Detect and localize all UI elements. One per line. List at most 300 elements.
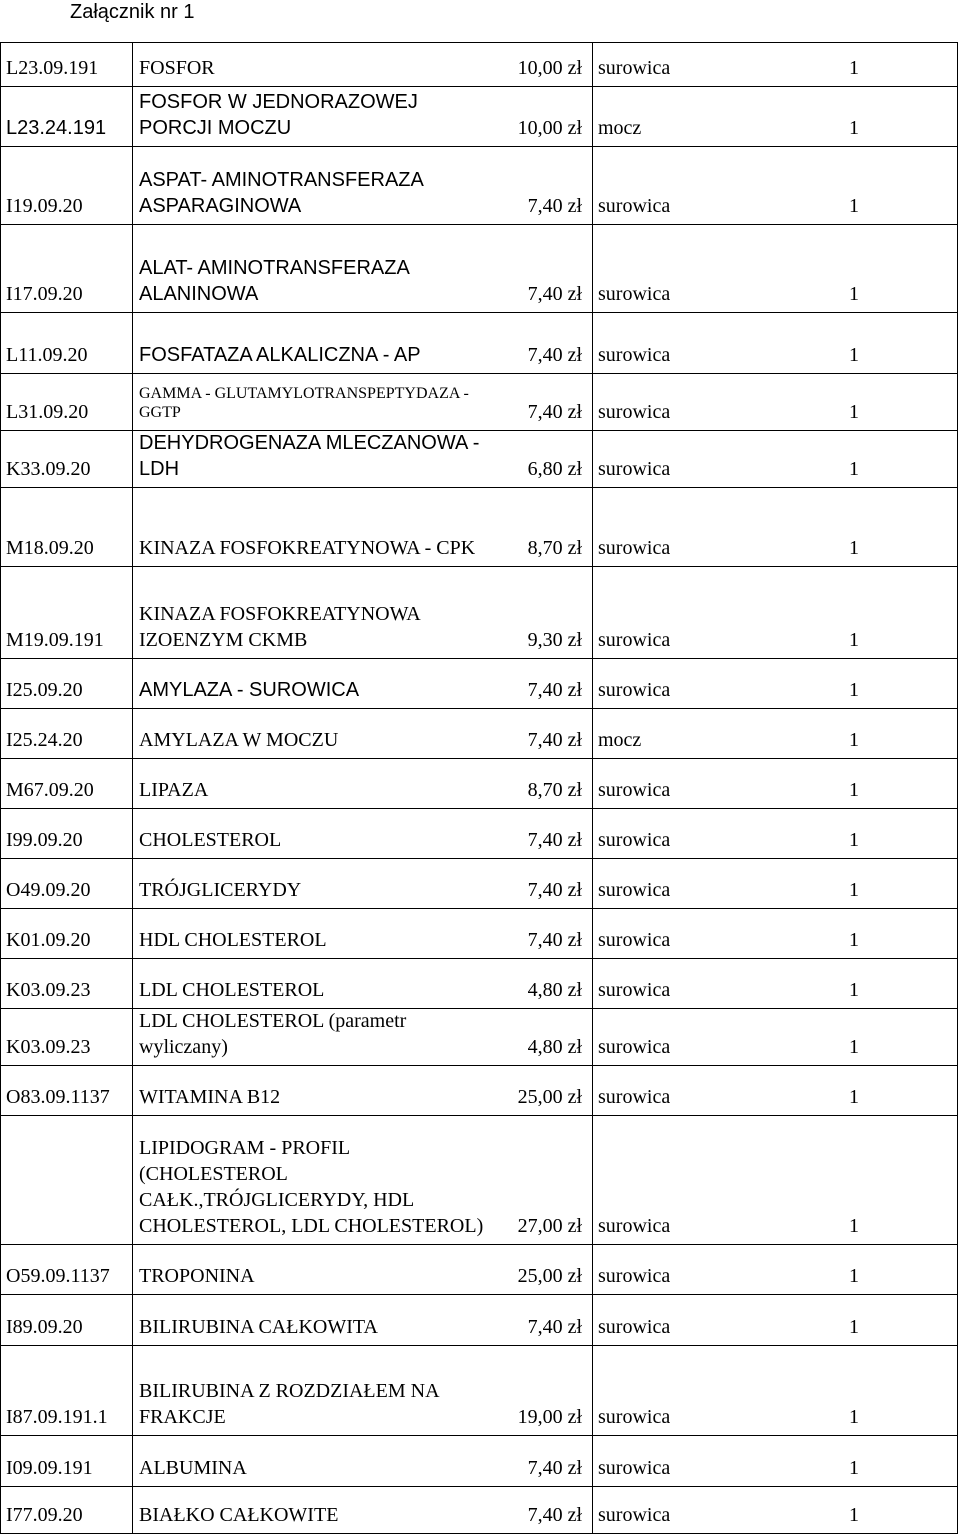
test-name-line: LIPAZA (139, 779, 209, 801)
test-name-line: FOSFOR (139, 57, 215, 79)
test-name-line: KINAZA FOSFOKREATYNOWA (139, 603, 421, 625)
test-name-line: (CHOLESTEROL (139, 1163, 288, 1185)
test-price-cell (498, 147, 593, 224)
sample-material: surowica (598, 1504, 671, 1526)
test-name-line: BILIRUBINA CAŁKOWITA (139, 1316, 378, 1338)
test-code-cell (1, 759, 133, 808)
empty-cell (863, 859, 957, 908)
test-name-line: TROPONINA (139, 1265, 255, 1287)
empty-cell (863, 1066, 957, 1115)
sample-material: surowica (598, 537, 671, 559)
test-price-cell (498, 87, 593, 146)
test-price: 6,80 zł (527, 458, 582, 480)
test-price: 25,00 zł (517, 1265, 582, 1287)
test-code-cell (1, 859, 133, 908)
test-name-cell (133, 759, 498, 808)
sample-material-cell (593, 1066, 761, 1115)
price-table (0, 42, 958, 1534)
test-name-cell (133, 1346, 498, 1435)
test-name-line: AMYLAZA W MOCZU (139, 729, 339, 751)
test-name-line: GAMMA - GLUTAMYLOTRANSPEPTYDAZA - (139, 385, 469, 402)
sample-material: surowica (598, 679, 671, 701)
test-price: 7,40 zł (527, 1316, 582, 1338)
quantity-cell (761, 43, 863, 86)
empty-cell (863, 43, 957, 86)
test-price-cell (498, 431, 593, 487)
sample-material: surowica (598, 401, 671, 423)
quantity: 1 (849, 57, 859, 79)
quantity-cell (761, 1066, 863, 1115)
test-price: 4,80 zł (527, 979, 582, 1001)
quantity-cell (761, 909, 863, 958)
empty-cell (863, 1009, 957, 1065)
quantity-cell (761, 374, 863, 430)
quantity: 1 (849, 729, 859, 751)
test-code: I89.09.20 (6, 1316, 83, 1338)
empty-cell (863, 1487, 957, 1533)
test-price: 7,40 zł (527, 283, 582, 305)
quantity-cell (761, 1245, 863, 1294)
quantity: 1 (849, 283, 859, 305)
test-price-cell (498, 859, 593, 908)
test-price-cell (498, 1487, 593, 1533)
quantity-cell (761, 488, 863, 566)
test-name-cell (133, 1009, 498, 1065)
test-code-cell (1, 1487, 133, 1533)
sample-material: surowica (598, 1265, 671, 1287)
empty-cell (863, 488, 957, 566)
test-code: I99.09.20 (6, 829, 83, 851)
test-name-line: FOSFATAZA ALKALICZNA - AP (139, 344, 421, 366)
test-price: 7,40 zł (527, 729, 582, 751)
sample-material-cell (593, 1245, 761, 1294)
empty-cell (863, 87, 957, 146)
quantity: 1 (849, 1504, 859, 1526)
test-code-cell (1, 709, 133, 758)
test-name-line: BIAŁKO CAŁKOWITE (139, 1504, 339, 1526)
quantity-cell (761, 959, 863, 1008)
test-name-line: ALBUMINA (139, 1457, 247, 1479)
sample-material-cell (593, 431, 761, 487)
test-name-line: LDL CHOLESTEROL (parametr (139, 1010, 407, 1032)
sample-material-cell (593, 809, 761, 858)
table-row (1, 374, 957, 431)
sample-material-cell (593, 859, 761, 908)
sample-material: surowica (598, 1215, 671, 1237)
test-price: 8,70 zł (527, 537, 582, 559)
table-row (1, 659, 957, 709)
test-code: O59.09.1137 (6, 1265, 110, 1287)
test-price-cell (498, 1009, 593, 1065)
table-row (1, 1116, 957, 1245)
sample-material: surowica (598, 1406, 671, 1428)
test-price-cell (498, 909, 593, 958)
test-price-cell (498, 313, 593, 373)
sample-material-cell (593, 1487, 761, 1533)
test-name-cell (133, 87, 498, 146)
sample-material: surowica (598, 629, 671, 651)
quantity: 1 (849, 1457, 859, 1479)
sample-material: surowica (598, 779, 671, 801)
test-price-cell (498, 225, 593, 312)
quantity: 1 (849, 979, 859, 1001)
test-name-line: ALANINOWA (139, 283, 259, 305)
empty-cell (863, 759, 957, 808)
test-name-line: GGTP (139, 404, 181, 421)
test-code: I87.09.191.1 (6, 1406, 108, 1428)
quantity-cell (761, 859, 863, 908)
quantity: 1 (849, 1036, 859, 1058)
quantity: 1 (849, 1086, 859, 1108)
table-row (1, 431, 957, 488)
test-code-cell (1, 1295, 133, 1345)
test-name-cell (133, 1245, 498, 1294)
sample-material: surowica (598, 344, 671, 366)
table-row (1, 225, 957, 313)
empty-cell (863, 147, 957, 224)
test-name-cell (133, 659, 498, 708)
quantity-cell (761, 659, 863, 708)
quantity: 1 (849, 195, 859, 217)
test-price: 7,40 zł (527, 401, 582, 423)
test-code: O49.09.20 (6, 879, 91, 901)
empty-cell (863, 1295, 957, 1345)
sample-material: mocz (598, 117, 642, 139)
test-price-cell (498, 1295, 593, 1345)
test-name-cell (133, 1436, 498, 1486)
sample-material-cell (593, 909, 761, 958)
test-code: I19.09.20 (6, 195, 83, 217)
test-name-line: ALAT- AMINOTRANSFERAZA (139, 257, 410, 279)
test-code: I09.09.191 (6, 1457, 93, 1479)
test-price: 8,70 zł (527, 779, 582, 801)
test-name-line: HDL CHOLESTEROL (139, 929, 327, 951)
test-code: M18.09.20 (6, 537, 94, 559)
quantity-cell (761, 87, 863, 146)
test-code-cell (1, 1116, 133, 1244)
test-price-cell (498, 43, 593, 86)
empty-cell (863, 709, 957, 758)
test-code-cell (1, 959, 133, 1008)
quantity-cell (761, 225, 863, 312)
test-price-cell (498, 1436, 593, 1486)
test-price: 7,40 zł (527, 344, 582, 366)
empty-cell (863, 909, 957, 958)
sample-material-cell (593, 567, 761, 658)
table-row (1, 313, 957, 374)
test-name-line: AMYLAZA - SUROWICA (139, 679, 360, 701)
test-code: M67.09.20 (6, 779, 94, 801)
quantity: 1 (849, 117, 859, 139)
test-price-cell (498, 1116, 593, 1244)
empty-cell (863, 959, 957, 1008)
quantity-cell (761, 431, 863, 487)
test-code: L11.09.20 (6, 344, 88, 366)
quantity: 1 (849, 829, 859, 851)
quantity: 1 (849, 1265, 859, 1287)
test-name-line: wyliczany) (139, 1036, 228, 1058)
test-price: 7,40 zł (527, 829, 582, 851)
sample-material: surowica (598, 195, 671, 217)
quantity-cell (761, 567, 863, 658)
sample-material: mocz (598, 729, 642, 751)
sample-material-cell (593, 709, 761, 758)
test-code: I17.09.20 (6, 283, 83, 305)
quantity-cell (761, 1436, 863, 1486)
table-row (1, 1487, 957, 1534)
test-name-cell (133, 859, 498, 908)
sample-material-cell (593, 959, 761, 1008)
quantity: 1 (849, 779, 859, 801)
sample-material-cell (593, 1436, 761, 1486)
table-row (1, 1346, 957, 1436)
test-code-cell (1, 313, 133, 373)
quantity-cell (761, 1487, 863, 1533)
test-name-cell (133, 225, 498, 312)
test-name-cell (133, 1295, 498, 1345)
test-code: I25.09.20 (6, 679, 83, 701)
test-code-cell (1, 1436, 133, 1486)
test-code-cell (1, 431, 133, 487)
table-row (1, 1009, 957, 1066)
sample-material: surowica (598, 1316, 671, 1338)
table-row (1, 959, 957, 1009)
table-row (1, 709, 957, 759)
sample-material: surowica (598, 929, 671, 951)
sample-material-cell (593, 374, 761, 430)
test-code: M19.09.191 (6, 629, 104, 651)
empty-cell (863, 809, 957, 858)
test-price: 7,40 zł (527, 1457, 582, 1479)
test-name-cell (133, 1116, 498, 1244)
sample-material: surowica (598, 829, 671, 851)
test-code-cell (1, 488, 133, 566)
test-code-cell (1, 1066, 133, 1115)
test-name-line: FOSFOR W JEDNORAZOWEJ (139, 91, 418, 113)
test-price: 7,40 zł (527, 879, 582, 901)
table-row (1, 567, 957, 659)
test-code: K03.09.23 (6, 1036, 91, 1058)
test-price-cell (498, 659, 593, 708)
table-row (1, 1436, 957, 1487)
quantity: 1 (849, 879, 859, 901)
test-price-cell (498, 759, 593, 808)
table-row (1, 809, 957, 859)
test-price-cell (498, 1245, 593, 1294)
test-code-cell (1, 1009, 133, 1065)
sample-material-cell (593, 759, 761, 808)
test-price: 7,40 zł (527, 929, 582, 951)
empty-cell (863, 1116, 957, 1244)
test-price-cell (498, 709, 593, 758)
test-code: L23.24.191 (6, 117, 107, 139)
quantity: 1 (849, 458, 859, 480)
table-row (1, 87, 957, 147)
test-name-line: CAŁK.,TRÓJGLICERYDY, HDL (139, 1189, 415, 1211)
test-code-cell (1, 1346, 133, 1435)
test-name-cell (133, 1066, 498, 1115)
sample-material-cell (593, 313, 761, 373)
test-code: L23.09.191 (6, 57, 99, 79)
table-row (1, 1066, 957, 1116)
test-name-line: WITAMINA B12 (139, 1086, 281, 1108)
sample-material-cell (593, 659, 761, 708)
quantity-cell (761, 313, 863, 373)
test-price-cell (498, 1066, 593, 1115)
test-code-cell (1, 374, 133, 430)
test-name-line: TRÓJGLICERYDY (139, 879, 302, 901)
test-code-cell (1, 659, 133, 708)
test-price: 19,00 zł (517, 1406, 582, 1428)
test-price-cell (498, 488, 593, 566)
quantity: 1 (849, 344, 859, 366)
quantity: 1 (849, 537, 859, 559)
test-code: K03.09.23 (6, 979, 91, 1001)
sample-material: surowica (598, 283, 671, 305)
quantity-cell (761, 759, 863, 808)
table-row (1, 147, 957, 225)
test-code-cell (1, 809, 133, 858)
test-price: 7,40 zł (527, 679, 582, 701)
empty-cell (863, 374, 957, 430)
test-code-cell (1, 1245, 133, 1294)
test-name-line: CHOLESTEROL, LDL CHOLESTEROL) (139, 1215, 484, 1237)
empty-cell (863, 313, 957, 373)
test-name-line: CHOLESTEROL (139, 829, 282, 851)
test-name-cell (133, 909, 498, 958)
test-code: L31.09.20 (6, 401, 89, 423)
test-price: 25,00 zł (517, 1086, 582, 1108)
empty-cell (863, 1245, 957, 1294)
test-name-cell (133, 488, 498, 566)
table-row (1, 1295, 957, 1346)
quantity: 1 (849, 1215, 859, 1237)
quantity: 1 (849, 929, 859, 951)
table-row (1, 859, 957, 909)
sample-material: surowica (598, 458, 671, 480)
test-price-cell (498, 809, 593, 858)
test-code-cell (1, 567, 133, 658)
test-price: 4,80 zł (527, 1036, 582, 1058)
table-row (1, 909, 957, 959)
test-code-cell (1, 225, 133, 312)
quantity-cell (761, 709, 863, 758)
table-row (1, 759, 957, 809)
sample-material: surowica (598, 1457, 671, 1479)
test-name-cell (133, 431, 498, 487)
test-code: K01.09.20 (6, 929, 91, 951)
quantity: 1 (849, 1316, 859, 1338)
empty-cell (863, 1436, 957, 1486)
test-price-cell (498, 1346, 593, 1435)
quantity: 1 (849, 629, 859, 651)
test-code: I77.09.20 (6, 1504, 83, 1526)
sample-material: surowica (598, 57, 671, 79)
sample-material: surowica (598, 979, 671, 1001)
sample-material-cell (593, 1295, 761, 1345)
test-name-line: LIPIDOGRAM - PROFIL (139, 1137, 351, 1159)
table-row (1, 43, 957, 87)
sample-material-cell (593, 225, 761, 312)
quantity-cell (761, 147, 863, 224)
quantity: 1 (849, 1406, 859, 1428)
test-name-line: LDH (139, 458, 180, 480)
test-name-line: FRAKCJE (139, 1406, 226, 1428)
test-price: 9,30 zł (527, 629, 582, 651)
test-name-line: IZOENZYM CKMB (139, 629, 308, 651)
test-name-cell (133, 709, 498, 758)
test-price-cell (498, 959, 593, 1008)
test-name-line: PORCJI MOCZU (139, 117, 292, 139)
quantity-cell (761, 1116, 863, 1244)
test-name-cell (133, 1487, 498, 1533)
test-price: 7,40 zł (527, 1504, 582, 1526)
quantity: 1 (849, 401, 859, 423)
test-name-cell (133, 809, 498, 858)
test-price-cell (498, 567, 593, 658)
page-title: Załącznik nr 1 (70, 1, 195, 23)
test-price: 10,00 zł (517, 57, 582, 79)
quantity-cell (761, 1009, 863, 1065)
sample-material-cell (593, 147, 761, 224)
test-code: O83.09.1137 (6, 1086, 110, 1108)
empty-cell (863, 567, 957, 658)
empty-cell (863, 1346, 957, 1435)
test-name-line: DEHYDROGENAZA MLECZANOWA - (139, 432, 480, 454)
test-name-line: KINAZA FOSFOKREATYNOWA - CPK (139, 537, 476, 559)
sample-material-cell (593, 488, 761, 566)
sample-material: surowica (598, 1036, 671, 1058)
test-name-line: LDL CHOLESTEROL (139, 979, 325, 1001)
quantity: 1 (849, 679, 859, 701)
test-code: I25.24.20 (6, 729, 83, 751)
test-name-line: ASPARAGINOWA (139, 195, 302, 217)
empty-cell (863, 659, 957, 708)
sample-material: surowica (598, 1086, 671, 1108)
test-name-cell (133, 43, 498, 86)
test-code-cell (1, 43, 133, 86)
test-code: K33.09.20 (6, 458, 91, 480)
test-name-cell (133, 374, 498, 430)
quantity-cell (761, 1295, 863, 1345)
test-name-cell (133, 567, 498, 658)
table-row (1, 488, 957, 567)
test-code-cell (1, 87, 133, 146)
table-row (1, 1245, 957, 1295)
sample-material: surowica (598, 879, 671, 901)
empty-cell (863, 431, 957, 487)
test-code-cell (1, 147, 133, 224)
test-price-cell (498, 374, 593, 430)
sample-material-cell (593, 1116, 761, 1244)
test-price: 10,00 zł (517, 117, 582, 139)
sample-material-cell (593, 87, 761, 146)
sample-material-cell (593, 43, 761, 86)
quantity-cell (761, 1346, 863, 1435)
test-name-line: ASPAT- AMINOTRANSFERAZA (139, 169, 424, 191)
test-price: 7,40 zł (527, 195, 582, 217)
test-code-cell (1, 909, 133, 958)
quantity-cell (761, 809, 863, 858)
sample-material-cell (593, 1346, 761, 1435)
empty-cell (863, 225, 957, 312)
test-name-cell (133, 313, 498, 373)
test-name-line: BILIRUBINA Z ROZDZIAŁEM NA (139, 1380, 440, 1402)
test-name-cell (133, 147, 498, 224)
sample-material-cell (593, 1009, 761, 1065)
test-price: 27,00 zł (517, 1215, 582, 1237)
test-name-cell (133, 959, 498, 1008)
